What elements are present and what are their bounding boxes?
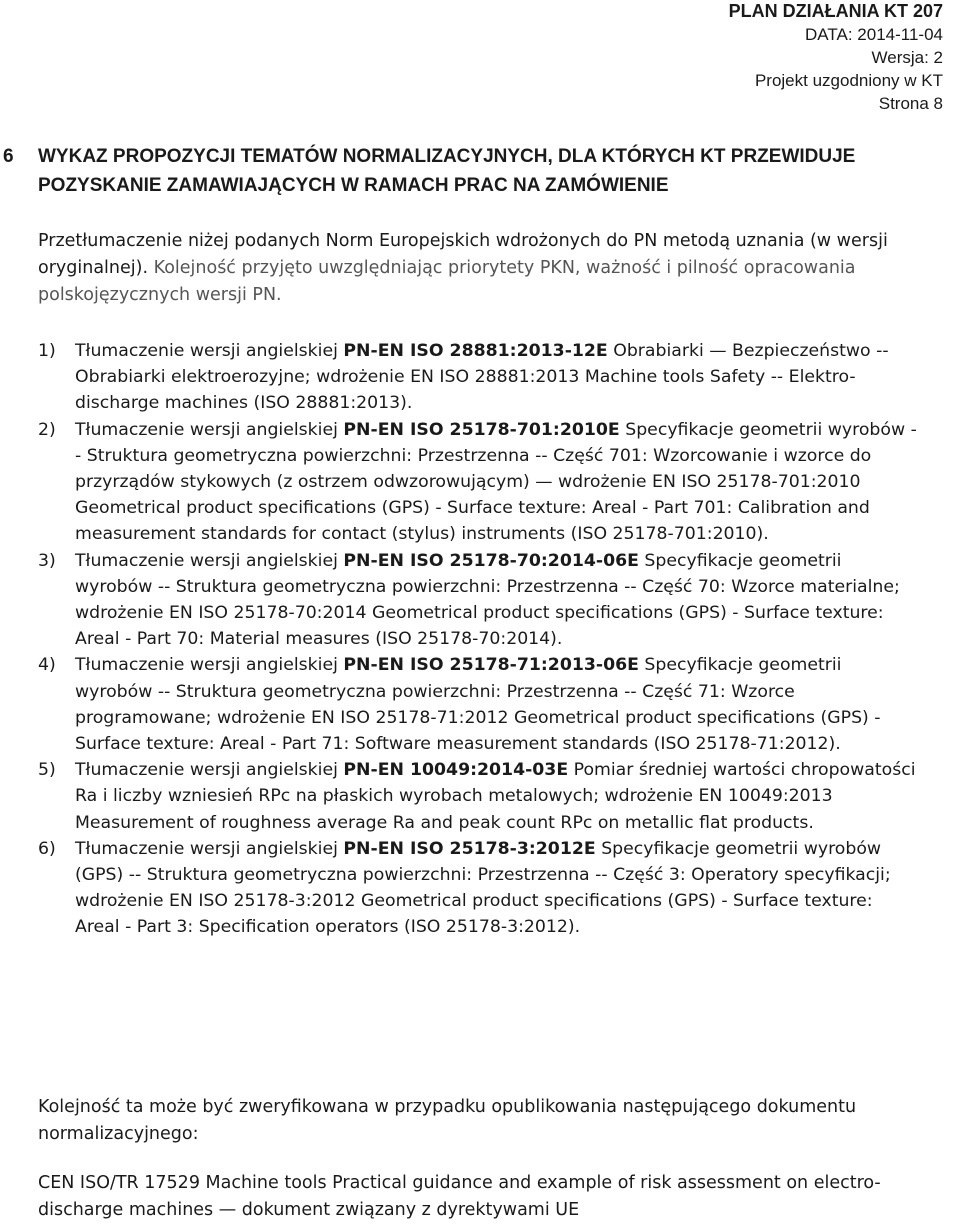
- header-date: DATA: 2014-11-04: [805, 25, 943, 44]
- intro-paragraph: [38, 228, 938, 309]
- list-item-code: PN-EN ISO 25178-70:2014-06E: [343, 550, 639, 571]
- list-item: [38, 757, 918, 836]
- list-item: [38, 548, 918, 653]
- section-number: 6: [3, 146, 14, 167]
- list-item-prefix: Tłumaczenie wersji angielskiej: [75, 760, 344, 781]
- list-item: [38, 836, 918, 941]
- list-item-text: Pomiar średniej wartości chropowatości Ra i liczby wzniesień RPc na płaskich wyrobach metalowych; wdrożenie EN 10049:2013 Measurement of roughness average Ra and peak count RPc on metallic flat products.: [75, 760, 916, 833]
- list-item-code: PN-EN 10049:2014-03E: [343, 760, 569, 781]
- section-heading: [3, 142, 933, 200]
- intro-text-part2: Kolejność przyjęto uwzględniając priorytety PKN, ważność i pilność opracowania polskojęzycznych wersji PN.: [38, 258, 856, 305]
- header-plan-title: PLAN DZIAŁANIA KT 207: [728, 1, 943, 21]
- list-item: [38, 338, 918, 417]
- list-item-code: PN-EN ISO 28881:2013-12E: [343, 341, 608, 361]
- header-status: Projekt uzgodniony w KT: [754, 71, 943, 90]
- list-item-prefix: Tłumaczenie wersji angielskiej: [75, 838, 344, 859]
- list-item-prefix: Tłumaczenie wersji angielskiej: [75, 419, 344, 440]
- list-item-code: PN-EN ISO 25178-71:2013-06E: [343, 655, 639, 676]
- list-item-number: 6): [38, 838, 56, 859]
- list-item-text: Specyfikacje geometrii wyrobów (GPS) -- Struktura geometryczna powierzchni: Przestrzenna -- Część 3: Operatory specyfikacji; wdrożenie EN ISO 25178-3:2012 Geometrical product specifications (GPS) - Surface texture: Areal - Part 3: Specification operators (ISO 25178-3:2012).: [75, 838, 891, 938]
- list-item-number: 3): [38, 550, 56, 571]
- header-page-number: Strona 8: [878, 94, 943, 113]
- standards-list: [38, 338, 918, 941]
- list-item-number: 5): [38, 760, 56, 781]
- list-item-number: 4): [38, 655, 56, 676]
- list-item-prefix: Tłumaczenie wersji angielskiej: [75, 550, 344, 571]
- list-item-prefix: Tłumaczenie wersji angielskiej: [75, 655, 344, 676]
- list-item-number: 2): [38, 419, 56, 440]
- header-version: Wersja: 2: [871, 48, 943, 67]
- related-document: CEN ISO/TR 17529 Machine tools Practical guidance and example of risk assessment on electro-discharge machines — dokument związany z dyrektywami UE: [38, 1173, 881, 1220]
- list-item-text: Specyfikacje geometrii wyrobów -- Struktura geometryczna powierzchni: Przestrzenna -- Część 70: Wzorce materialne; wdrożenie EN ISO 25178-70:2014 Geometrical product specifications (GPS) - Surface texture: Areal - Part 70: Material measures (ISO 25178-70:2014).: [75, 550, 900, 650]
- list-item-prefix: Tłumaczenie wersji angielskiej: [75, 341, 344, 361]
- list-item-code: PN-EN ISO 25178-3:2012E: [343, 838, 596, 859]
- section-title: WYKAZ PROPOZYCJI TEMATÓW NORMALIZACYJNYCH, DLA KTÓRYCH KT PRZEWIDUJE POZYSKANIE ZAMAWIAJĄCYCH W RAMACH PRAC NA ZAMÓWIENIE: [38, 146, 856, 196]
- list-item-text: Obrabiarki — Bezpieczeństwo -- Obrabiarki elektroerozyjne; wdrożenie EN ISO 28881:2013 Machine tools Safety -- Elektro-discharge machines (ISO 28881:2013).: [75, 341, 889, 414]
- verification-note: Kolejność ta może być zweryfikowana w przypadku opublikowania następującego dokumentu normalizacyjnego:: [38, 1097, 857, 1144]
- intro-text-part1: Przetłumaczenie niżej podanych Norm Europejskich wdrożonych do PN metodą uznania (w wersji oryginalnej).: [38, 231, 888, 278]
- list-item: [38, 652, 918, 757]
- list-item-text: Specyfikacje geometrii wyrobów -- Struktura geometryczna powierzchni: Przestrzenna -- Część 71: Wzorce programowane; wdrożenie EN ISO 25178-71:2012 Geometrical product specifications (GPS) - Surface texture: Areal - Part 71: Software measurement standards (ISO 25178-71:2012).: [75, 655, 881, 755]
- page-header: [729, 0, 943, 115]
- list-item-text: Specyfikacje geometrii wyrobów -- Struktura geometryczna powierzchni: Przestrzenna -- Część 701: Wzorcowanie i wzorce do przyrządów stykowych (z ostrzem odwzorowującym) — wdrożenie EN ISO 25178-701:2010 Geometrical product specifications (GPS) - Surface texture: Areal - Part 701: Calibration and measurement standards for contact (stylus) instruments (ISO 25178-701:2010).: [75, 419, 917, 545]
- list-item-code: PN-EN ISO 25178-701:2010E: [343, 419, 620, 440]
- list-item: [38, 417, 918, 548]
- list-item-number: 1): [38, 341, 56, 361]
